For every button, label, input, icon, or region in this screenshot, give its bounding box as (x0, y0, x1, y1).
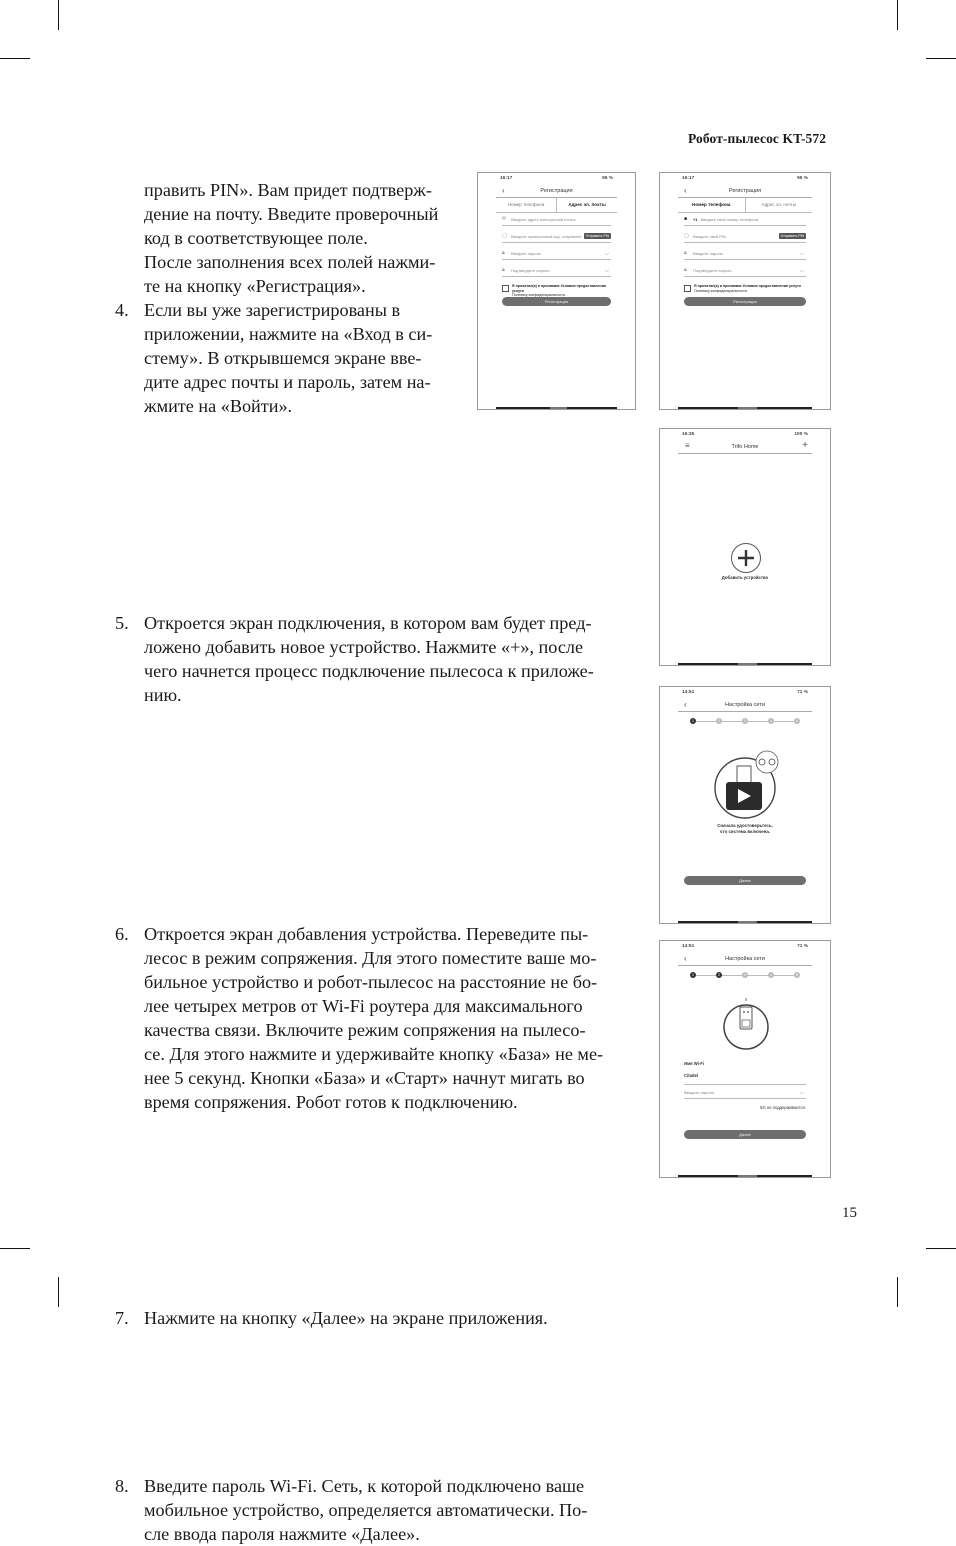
eye-icon[interactable]: ◡ (799, 1089, 804, 1095)
nav-bar (678, 663, 812, 666)
pin-field[interactable] (684, 230, 806, 243)
field-placeholder: Введите пароль. (693, 250, 724, 256)
app-bar (678, 185, 812, 198)
text-line: дение на почту. Введите проверочный (144, 204, 439, 224)
divider (684, 1084, 806, 1085)
field-placeholder: Введите проверочный код, отправлен (511, 233, 582, 239)
screen-title: Регистрация (540, 188, 573, 194)
agree-checkbox[interactable] (684, 284, 808, 293)
crop-mark (0, 1248, 30, 1249)
nav-bar (496, 407, 617, 410)
screenshot-network-setup-2 (659, 940, 831, 1178)
crop-mark (897, 0, 898, 30)
text-line: сле ввода пароля нажмите «Далее». (144, 1524, 420, 1544)
status-bar (500, 176, 613, 184)
password-field[interactable] (502, 247, 611, 260)
step-dot: 3 (742, 972, 748, 978)
status-bar (682, 176, 808, 184)
step-4 (115, 298, 504, 418)
agree-text: Я прочитал(а) и принимаю Условия предоставления услуги (512, 284, 606, 293)
nav-bar (678, 921, 812, 924)
screenshot-network-setup-1 (659, 686, 831, 924)
back-icon[interactable]: ‹ (684, 700, 687, 709)
wifi-name[interactable]: Citadel (684, 1073, 698, 1078)
step-5 (115, 611, 684, 707)
field-placeholder: Введите пароль. (511, 250, 542, 256)
crop-mark (0, 58, 30, 59)
status-bar (682, 690, 808, 698)
hint-line-1: Сначала удостоверьтесь, (717, 823, 773, 828)
back-icon[interactable]: ‹ (684, 954, 687, 963)
step-dot: 2 (716, 972, 722, 978)
status-bar (682, 432, 808, 440)
step-number: 5. (115, 613, 129, 633)
add-icon[interactable]: + (802, 440, 808, 451)
tab-phone[interactable]: Номер телефона (692, 202, 731, 207)
status-bar (682, 944, 808, 952)
text-line: Если вы уже зарегистрированы в (144, 300, 401, 320)
field-placeholder: Введите свой PIN. (693, 233, 728, 239)
app-bar (678, 441, 812, 454)
field-placeholder: Подтвердите пароль. (693, 267, 733, 273)
step-dot: 5 (794, 972, 800, 978)
step-dot: 5 (794, 718, 800, 724)
step-7 (115, 1306, 689, 1330)
checkbox[interactable] (502, 285, 509, 292)
code-icon: ▢ (502, 233, 507, 239)
back-icon[interactable]: ‹ (502, 186, 505, 195)
next-button[interactable]: Далее (684, 1130, 806, 1139)
text-line: качества связи. Включите режим сопряжения на пылесо- (144, 1020, 586, 1040)
status-time: 16:17 (682, 176, 695, 181)
text-line: После заполнения всех полей нажми- (144, 252, 436, 272)
text-line: Откроется экран добавления устройства. Переведите пы- (144, 924, 589, 944)
intro-text (144, 178, 474, 298)
screen-title: Настройка сети (725, 702, 765, 708)
lock-icon: 🔒︎ (684, 250, 687, 256)
phone-field[interactable] (684, 213, 806, 226)
text-line: дите адрес почты и пароль, затем на- (144, 372, 431, 392)
field-placeholder: Введите адрес электронной почты. (511, 216, 577, 222)
text-line: Нажмите на кнопку «Далее» на экране приложения. (144, 1308, 548, 1328)
progress-stepper (690, 972, 800, 978)
next-button[interactable]: Далее (684, 876, 806, 885)
code-icon: ▢ (684, 233, 689, 239)
page-number: 15 (842, 1205, 857, 1221)
menu-icon[interactable]: ≡ (685, 441, 690, 450)
status-battery: 95 % (602, 176, 613, 181)
screenshot-registration-email (477, 172, 636, 410)
status-time: 16:35 (682, 432, 695, 437)
tabs (496, 198, 617, 213)
status-time: 14:51 (682, 944, 695, 949)
agree-text-2: Политику конфиденциальности. (694, 288, 748, 293)
screenshot-home (659, 428, 831, 666)
crop-mark (58, 1277, 59, 1307)
text-line: се. Для этого нажмите и удерживайте кнопку «База» не ме- (144, 1044, 604, 1064)
text-line: приложении, нажмите на «Вход в си- (144, 324, 433, 344)
screenshot-registration-phone (659, 172, 831, 410)
step-number: 6. (115, 924, 129, 944)
tab-email[interactable]: Адрес эл. почты (745, 198, 813, 212)
text-line: нию. (144, 685, 182, 705)
agree-checkbox[interactable] (502, 284, 613, 298)
add-device-label: Добавить устройство (721, 575, 769, 580)
code-field[interactable] (502, 230, 611, 243)
text-line: лесос в режим сопряжения. Для этого поместите ваше мо- (144, 948, 597, 968)
tab-phone[interactable]: Номер телефона (507, 202, 545, 207)
screen-title: Trifo Home (731, 444, 759, 450)
text-line: жмите на «Войти». (144, 396, 293, 416)
crop-mark (897, 1277, 898, 1307)
status-battery: 100 % (794, 432, 808, 437)
checkbox[interactable] (684, 285, 691, 292)
page-header-title: Робот-пылесос KT-572 (688, 131, 827, 146)
tab-email[interactable]: Адрес эл. почты (556, 198, 617, 212)
agree-text-2: Политику конфиденциальности. (512, 293, 566, 297)
status-battery: 71 % (797, 690, 808, 695)
nav-bar (678, 1175, 812, 1178)
step-dot: 1 (690, 718, 696, 724)
text-line: Откроется экран подключения, в котором вам будет пред- (144, 613, 592, 633)
eye-icon[interactable]: ◡ (604, 250, 609, 256)
status-time: 16:17 (500, 176, 513, 181)
robot-video-illustration (705, 742, 795, 822)
eye-icon[interactable]: ◡ (799, 267, 804, 273)
status-time: 14:51 (682, 690, 695, 695)
text-line: мобильное устройство, определяется автоматически. По- (144, 1500, 588, 1520)
app-bar (496, 185, 617, 198)
progress-stepper (690, 718, 800, 724)
password-field[interactable] (684, 247, 806, 260)
flag-icon: ■ (684, 216, 688, 222)
email-field[interactable] (502, 213, 611, 226)
field-placeholder: Введите пароль. (684, 1089, 715, 1095)
screen-title: Настройка сети (725, 956, 765, 962)
text-line: те на кнопку «Регистрация». (144, 276, 366, 296)
wifi-label: Имя Wi-Fi (684, 1061, 704, 1066)
text-line: время сопряжения. Робот готов к подключению. (144, 1092, 518, 1112)
mail-icon: ✉ (502, 216, 507, 222)
country-code[interactable]: +1 (693, 216, 698, 222)
step-number: 7. (115, 1308, 129, 1328)
confirm-password-field[interactable] (502, 264, 611, 277)
crop-mark (926, 1248, 956, 1249)
add-device-button[interactable] (731, 543, 761, 573)
lock-icon: 🔒︎ (502, 250, 505, 256)
text-line: нее 5 секунд. Кнопки «База» и «Старт» начнут мигать во (144, 1068, 585, 1088)
send-pin-button[interactable]: Отправить PIN (585, 234, 609, 238)
app-bar (678, 953, 812, 966)
field-placeholder: Подтвердите пароль. (511, 267, 551, 273)
app-bar (678, 699, 812, 712)
step-dot: 1 (690, 972, 696, 978)
nav-bar (678, 407, 812, 410)
text-line: бильное устройство и робот-пылесос на расстояние не бо- (144, 972, 598, 992)
crop-mark (58, 0, 59, 30)
text-line: Введите пароль Wi-Fi. Сеть, к которой подключено ваше (144, 1476, 585, 1496)
register-button[interactable]: Регистрация (684, 297, 806, 306)
tabs (678, 198, 812, 213)
back-icon[interactable]: ‹ (684, 186, 687, 195)
step-dot: 4 (768, 972, 774, 978)
text-line: стему». В открывшемся экране вве- (144, 348, 422, 368)
text-line: чего начнется процесс подключение пылесоса к приложе- (144, 661, 594, 681)
eye-icon[interactable]: ◡ (799, 250, 804, 256)
5g-note: 5G не поддерживается. (760, 1105, 806, 1110)
agree-text: Я прочитал(а) и принимаю Условия предоставления услуги (694, 284, 801, 288)
plus-icon (732, 544, 760, 572)
step-6 (115, 922, 689, 1114)
wifi-password-field[interactable] (684, 1086, 806, 1099)
robot-illustration (716, 993, 776, 1053)
lock-icon: 🔒︎ (684, 267, 687, 273)
eye-icon[interactable]: ◡ (604, 267, 609, 273)
screen-title: Регистрация (728, 188, 762, 194)
field-placeholder: Введите свой номер телефона. (700, 216, 760, 222)
step-number: 8. (115, 1476, 129, 1496)
register-button[interactable]: Регистрация (502, 297, 611, 306)
step-dot: 4 (768, 718, 774, 724)
text-line: править PIN». Вам придет подтверж- (144, 180, 432, 200)
text-line: ложено добавить новое устройство. Нажмите «+», после (144, 637, 584, 657)
step-dot: 2 (716, 718, 722, 724)
status-battery: 95 % (797, 176, 808, 181)
lock-icon: 🔒︎ (502, 267, 505, 273)
confirm-password-field[interactable] (684, 264, 806, 277)
crop-mark (926, 58, 956, 59)
text-line: лее четырех метров от Wi-Fi роутера для максимального (144, 996, 583, 1016)
text-line: код в соответствующее поле. (144, 228, 368, 248)
hint-line-2: что система включена. (719, 829, 771, 834)
step-8 (115, 1474, 689, 1546)
send-pin-button[interactable]: Отправить PIN (780, 234, 804, 238)
step-number: 4. (115, 300, 129, 320)
status-battery: 71 % (797, 944, 808, 949)
step-dot: 3 (742, 718, 748, 724)
